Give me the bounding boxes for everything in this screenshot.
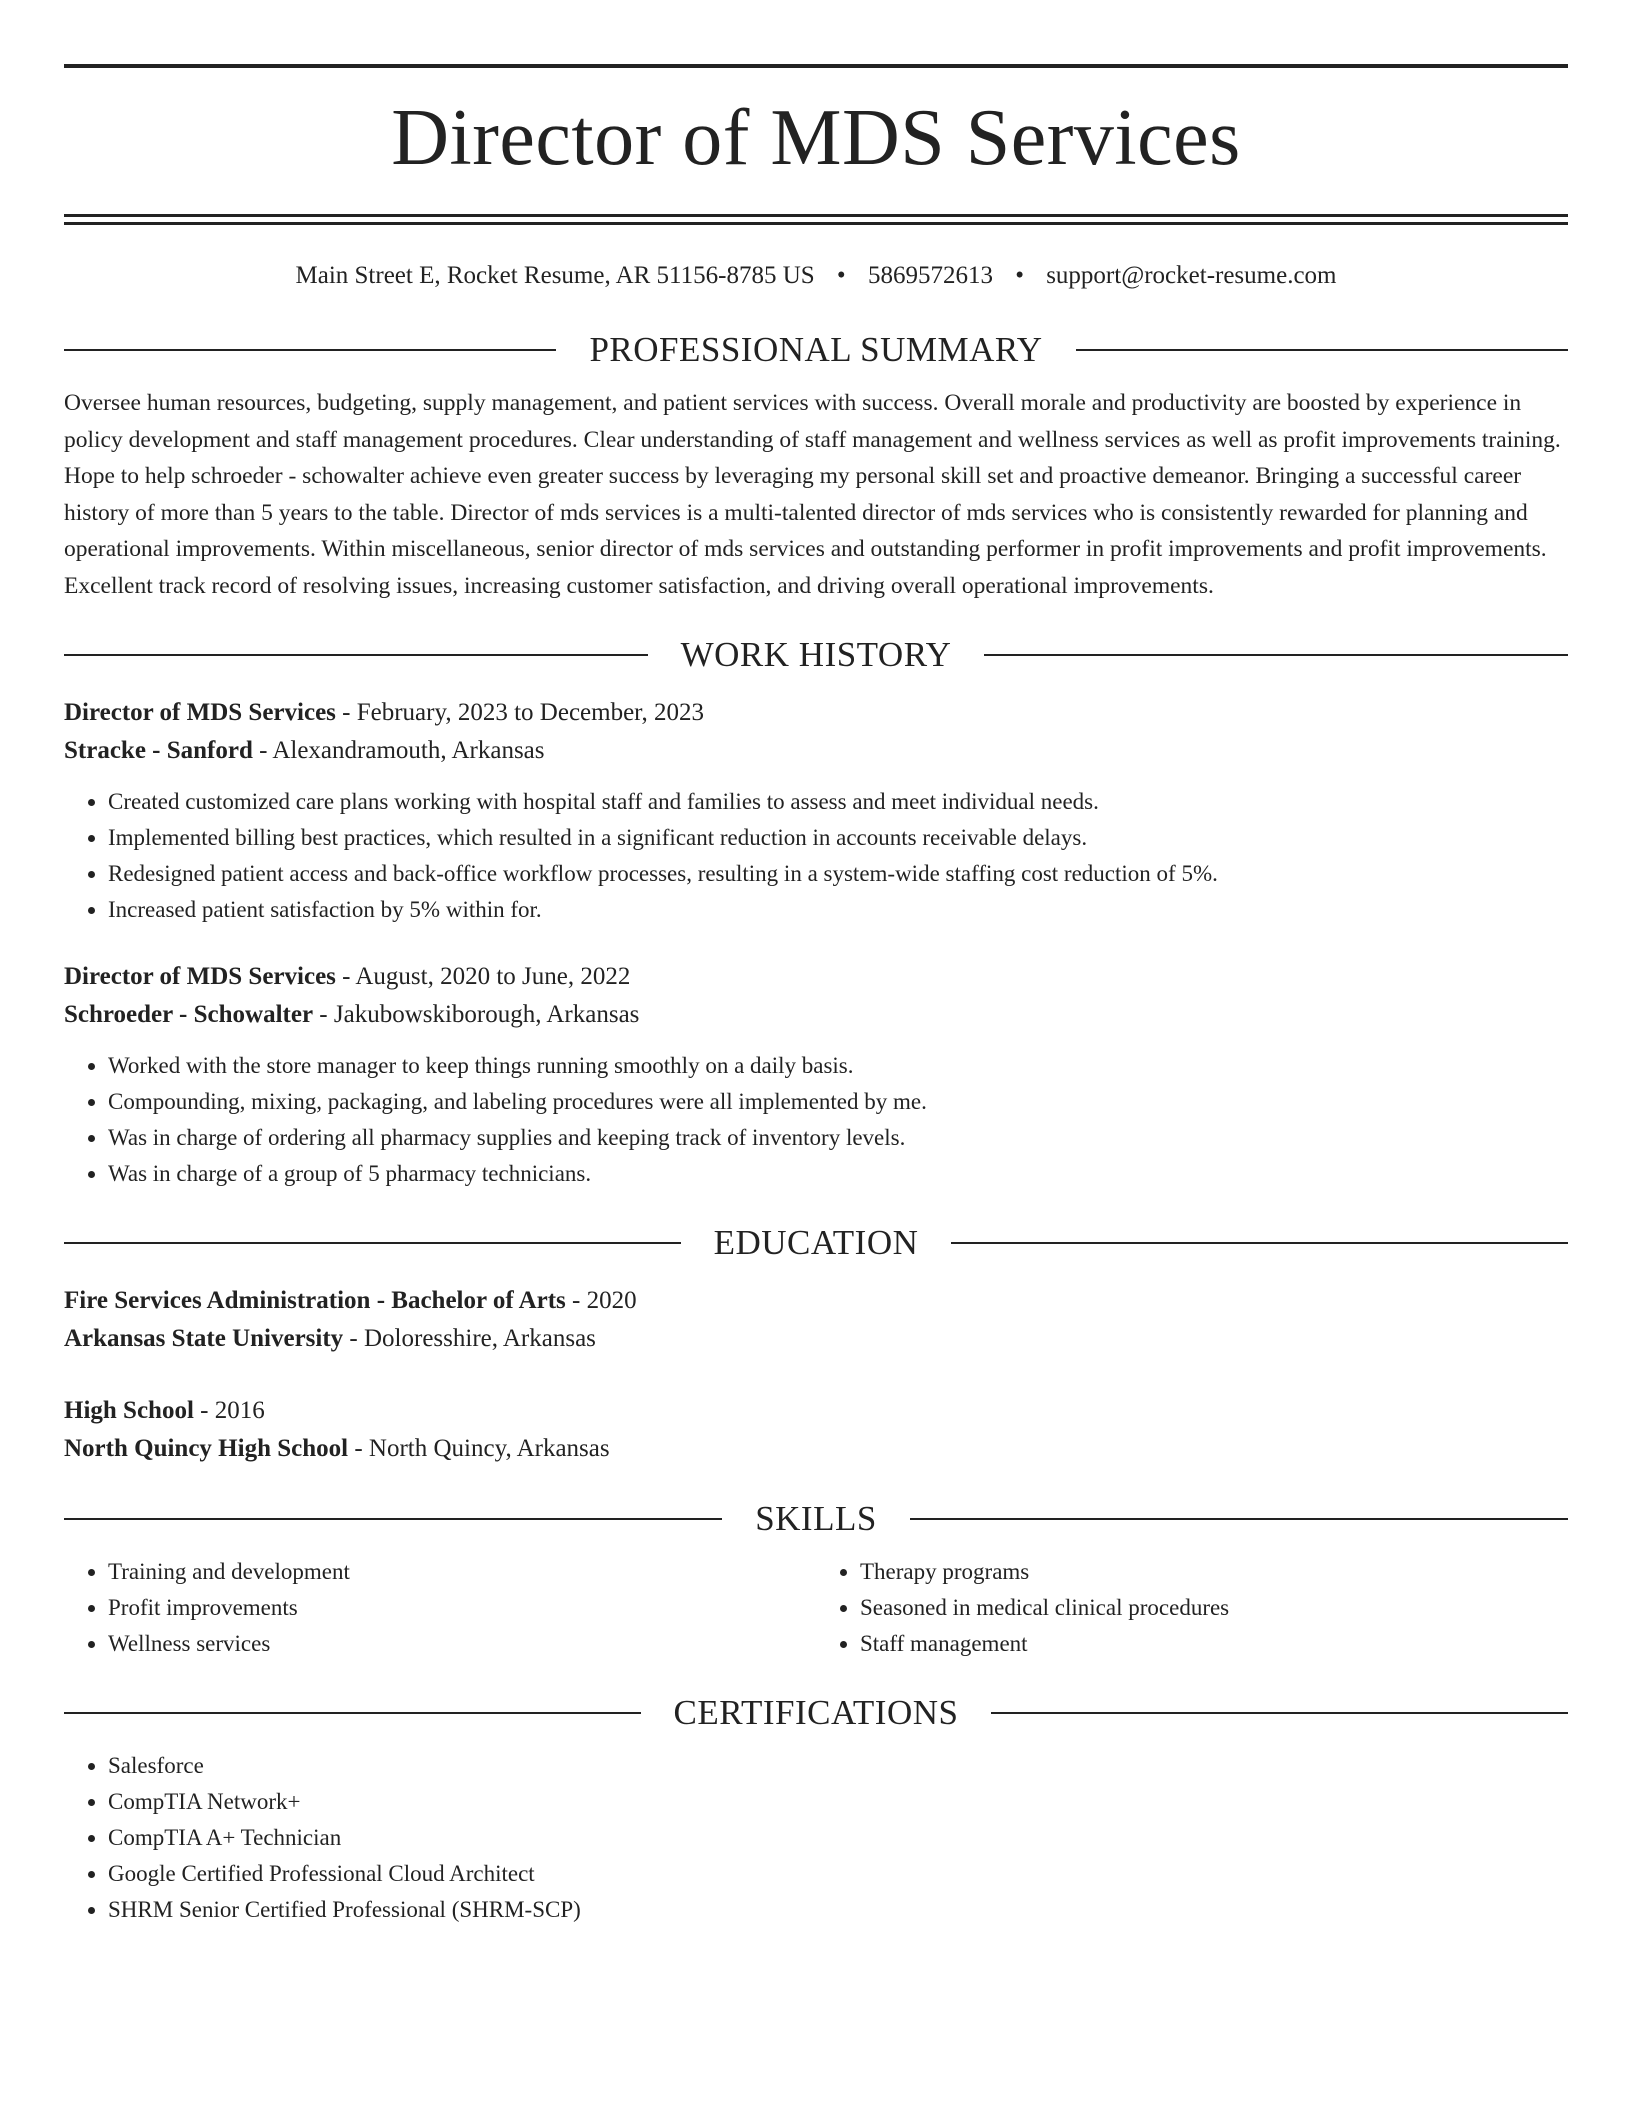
list-item: • Staff management <box>860 1626 1568 1662</box>
contact-separator: • <box>836 262 846 289</box>
list-item: • Salesforce <box>108 1748 1568 1784</box>
heading-rule <box>1076 349 1568 351</box>
job-entry <box>64 694 1568 928</box>
list-item: • Created customized care plans working with hospital staff and families to assess and meet individual needs. <box>108 784 1568 820</box>
skills-grid <box>64 1554 1568 1662</box>
education-school-line <box>64 1320 1568 1358</box>
heading-rule <box>910 1518 1568 1520</box>
section-heading-skills <box>64 1498 1568 1540</box>
education-location: - Doloresshire, Arkansas <box>343 1325 596 1352</box>
education-school: North Quincy High School <box>64 1435 349 1462</box>
list-item: • Wellness services <box>108 1626 816 1662</box>
list-item: • Worked with the store manager to keep things running smoothly on a daily basis. <box>108 1048 1568 1084</box>
list-item: • Profit improvements <box>108 1590 816 1626</box>
list-item: • Was in charge of a group of 5 pharmacy technicians. <box>108 1156 1568 1192</box>
education-degree: Fire Services Administration - Bachelor of Arts <box>64 1287 566 1314</box>
education-school-line <box>64 1430 1568 1468</box>
job-location: - Alexandramouth, Arkansas <box>252 737 545 764</box>
section-heading-education <box>64 1222 1568 1264</box>
contact-separator: • <box>1015 262 1024 289</box>
title-double-rule <box>64 214 1568 225</box>
section-heading-certifications <box>64 1692 1568 1734</box>
list-item: • Increased patient satisfaction by 5% within for. <box>108 892 1568 928</box>
section-title: WORK HISTORY <box>680 635 952 674</box>
section-title: EDUCATION <box>713 1223 919 1262</box>
section-title: CERTIFICATIONS <box>673 1693 959 1732</box>
education-degree-line <box>64 1282 1568 1320</box>
list-item: • Seasoned in medical clinical procedures <box>860 1590 1568 1626</box>
education-entry <box>64 1282 1568 1358</box>
education-location: - North Quincy, Arkansas <box>348 1435 610 1462</box>
heading-rule <box>64 1518 722 1520</box>
job-employer: Stracke - Sanford <box>64 737 253 764</box>
job-role: Director of MDS Services <box>64 963 336 990</box>
job-dates: - August, 2020 to June, 2022 <box>335 963 631 990</box>
skills-column-left <box>64 1554 816 1662</box>
heading-rule <box>64 1712 641 1714</box>
job-title-line <box>64 958 1568 996</box>
contact-email: support@rocket-resume.com <box>1046 262 1337 289</box>
education-entry <box>64 1392 1568 1468</box>
list-item: • Implemented billing best practices, which resulted in a significant reduction in accounts receivable delays. <box>108 820 1568 856</box>
certifications-list <box>64 1748 1568 1928</box>
job-bullets <box>64 1048 1568 1192</box>
section-title: SKILLS <box>755 1499 877 1538</box>
job-employer-line <box>64 732 1568 770</box>
list-item: • Redesigned patient access and back-office workflow processes, resulting in a system-wide staffing cost reduction of 5%. <box>108 856 1568 892</box>
list-item: • CompTIA Network+ <box>108 1784 1568 1820</box>
contact-phone: 5869572613 <box>867 262 993 289</box>
page-title: Director of MDS Services <box>391 94 1241 182</box>
list-item: • Therapy programs <box>860 1554 1568 1590</box>
education-year: - 2016 <box>193 1397 265 1424</box>
heading-rule <box>64 654 648 656</box>
education-degree-line <box>64 1392 1568 1430</box>
job-title-line <box>64 694 1568 732</box>
summary-text: Oversee human resources, budgeting, supply management, and patient services with success. Overall morale and productivity are boosted by experience in policy development and staff management procedures. Clear understanding of staff management and wellness services as well as profit improvements training. Hope to help schroeder - schowalter achieve even greater success by leveraging my personal skill set and proactive demeanor. Bringing a successful career history of more than 5 years to the table. Director of mds services is a multi-talented director of mds services who is consistently rewarded for planning and operational improvements. Within miscellaneous, senior director of mds services and outstanding performer in profit improvements and profit improvements. Excellent track record of resolving issues, increasing customer satisfaction, and driving overall operational improvements. <box>64 390 1561 599</box>
job-dates: - February, 2023 to December, 2023 <box>335 699 705 726</box>
heading-rule <box>984 654 1568 656</box>
list-item: • Training and development <box>108 1554 816 1590</box>
education-year: - 2020 <box>565 1287 637 1314</box>
list-item: • Google Certified Professional Cloud Architect <box>108 1856 1568 1892</box>
section-heading-summary <box>64 329 1568 371</box>
heading-rule <box>951 1242 1568 1244</box>
contact-line <box>64 259 1568 293</box>
section-heading-work <box>64 634 1568 676</box>
job-employer: Schroeder - Schowalter <box>64 1001 314 1028</box>
education-school: Arkansas State University <box>64 1325 344 1352</box>
job-entry <box>64 958 1568 1192</box>
education-degree: High School <box>64 1397 194 1424</box>
contact-address: Main Street E, Rocket Resume, AR 51156-8785 US <box>295 262 815 289</box>
job-location: - Jakubowskiborough, Arkansas <box>313 1001 640 1028</box>
list-item: • Compounding, mixing, packaging, and labeling procedures were all implemented by me. <box>108 1084 1568 1120</box>
list-item: • SHRM Senior Certified Professional (SHRM-SCP) <box>108 1892 1568 1928</box>
job-role: Director of MDS Services <box>64 699 336 726</box>
section-title: PROFESSIONAL SUMMARY <box>589 330 1043 369</box>
list-item: • CompTIA A+ Technician <box>108 1820 1568 1856</box>
skills-column-right <box>816 1554 1568 1662</box>
heading-rule <box>64 1242 681 1244</box>
job-employer-line <box>64 996 1568 1034</box>
heading-rule <box>991 1712 1568 1714</box>
heading-rule <box>64 349 556 351</box>
job-bullets <box>64 784 1568 928</box>
list-item: • Was in charge of ordering all pharmacy supplies and keeping track of inventory levels. <box>108 1120 1568 1156</box>
